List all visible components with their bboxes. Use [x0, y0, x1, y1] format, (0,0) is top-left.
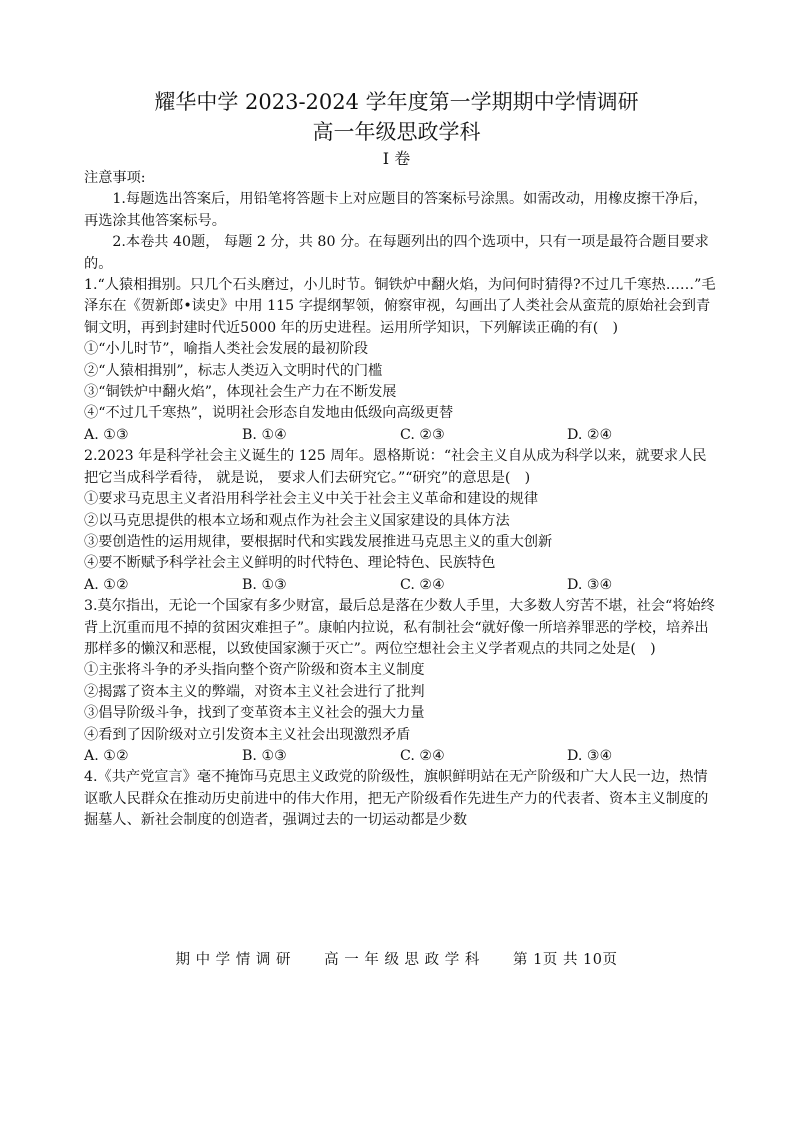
option-a: A. ①②	[84, 747, 129, 764]
note-item: 2.本卷共 40题， 每题 2 分，共 80 分。在每题列出的四个选项中，只有一项是最符合题目要求的。	[84, 234, 709, 272]
option-c: C. ②③	[400, 426, 445, 443]
note-item: 1.每题选出答案后，用铅笔将答题卡上对应题目的答案标号涂黑。如需改动，用橡皮擦干净后，再选涂其他答案标号。	[84, 191, 708, 229]
question-stem: 2.2023 年是科学社会主义诞生的 125 周年。恩格斯说：“社会主义自从成为科学以来，就要求人民把它当成科学看待， 就是说， 要求人们去研究它。”“研究”的意思是( )	[84, 448, 707, 486]
question-statement: ④看到了因阶级对立引发资本主义社会出现激烈矛盾	[84, 726, 411, 743]
answer-options	[84, 746, 718, 767]
option-a: A. ①③	[84, 426, 129, 443]
question-statement: ③倡导阶级斗争，找到了变革资本主义社会的强大力量	[84, 705, 425, 722]
exam-title: 耀华中学 2023-2024 学年度第一学期期中学情调研	[154, 90, 639, 114]
question-stem: 4.《共产党宣言》毫不掩饰马克思主义政党的阶级性，旗帜鲜明站在无产阶级和广大人民一边，热情讴歌人民群众在推动历史前进中的伟大作用，把无产阶级看作先进生产力的代表者、资本主义制度的掘墓人、新社会制度的创造者，强调过去的一切运动都是少数	[84, 769, 709, 829]
question-statement: ①“小儿时节”，喻指人类社会发展的最初阶段	[84, 341, 369, 358]
option-b: B. ①③	[242, 576, 287, 593]
question-statement: ③要创造性的运用规律，要根据时代和实践发展推进马克思主义的重大创新	[84, 533, 553, 550]
question-statement: ②“人猿相揖别”，标志人类迈入文明时代的门槛	[84, 362, 383, 379]
subject-title: 高一年级思政学科	[312, 120, 481, 144]
page-footer	[0, 948, 793, 969]
footer-page-number: 第 1页 共 10页	[513, 952, 618, 968]
question-statement: ①主张将斗争的矛头指向整个资产阶级和资本主义制度	[84, 662, 425, 679]
question-statement: ④“不过几千寒热”，说明社会形态自发地由低级向高级更替	[84, 405, 454, 422]
footer-subject: 高 一 年 级 思 政 学 科	[324, 952, 480, 968]
question-statement: ③“铜铁炉中翻火焰”，体现社会生产力在不断发展	[84, 384, 397, 401]
option-d: D. ②④	[567, 426, 613, 443]
option-d: D. ③④	[567, 576, 613, 593]
option-b: B. ①④	[242, 426, 287, 443]
volume-label: Ⅰ 卷	[382, 149, 411, 168]
question-statement: ②以马克思提供的根本立场和观点作为社会主义国家建设的具体方法	[84, 512, 510, 529]
footer-exam: 期 中 学 情 调 研	[175, 952, 292, 968]
option-b: B. ①③	[242, 747, 287, 764]
question-stem: 1.“人猿相揖别。只几个石头磨过，小儿时节。铜铁炉中翻火焰，为问何时猜得?不过几千寒热……”毛泽东在《贺新郎•读史》中用 115 字提纲挈领，俯察审视，勾画出了人类社会从蛮荒的原始社会到青铜文明，再到封建时代近5000 年的历史进程。运用所学知识，下列解读正确的有( )	[84, 277, 716, 336]
question-stem: 3.莫尔指出，无论一个国家有多少财富，最后总是落在少数人手里，大多数人穷苦不堪，社会“将始终背上沉重而甩不掉的贫困灾难担子”。康帕内拉说，私有制社会“就好像一所培养罪恶的学校，培养出那样多的懒汉和恶棍，以致使国家濒于灭亡”。两位空想社会主义学者观点的共同之处是( )	[84, 598, 715, 657]
answer-options	[84, 575, 718, 596]
option-a: A. ①②	[84, 576, 129, 593]
notes-heading: 注意事项:	[84, 170, 146, 186]
exam-content	[84, 168, 718, 832]
option-c: C. ②④	[400, 747, 445, 764]
option-d: D. ③④	[567, 747, 613, 764]
question-statement: ②揭露了资本主义的弊端，对资本主义社会进行了批判	[84, 683, 425, 700]
question-statement: ①要求马克思主义者沿用科学社会主义中关于社会主义革命和建设的规律	[84, 491, 539, 508]
option-c: C. ②④	[400, 576, 445, 593]
answer-options	[84, 425, 718, 446]
question-statement: ④要不断赋予科学社会主义鲜明的时代特色、理论特色、民族特色	[84, 555, 496, 572]
